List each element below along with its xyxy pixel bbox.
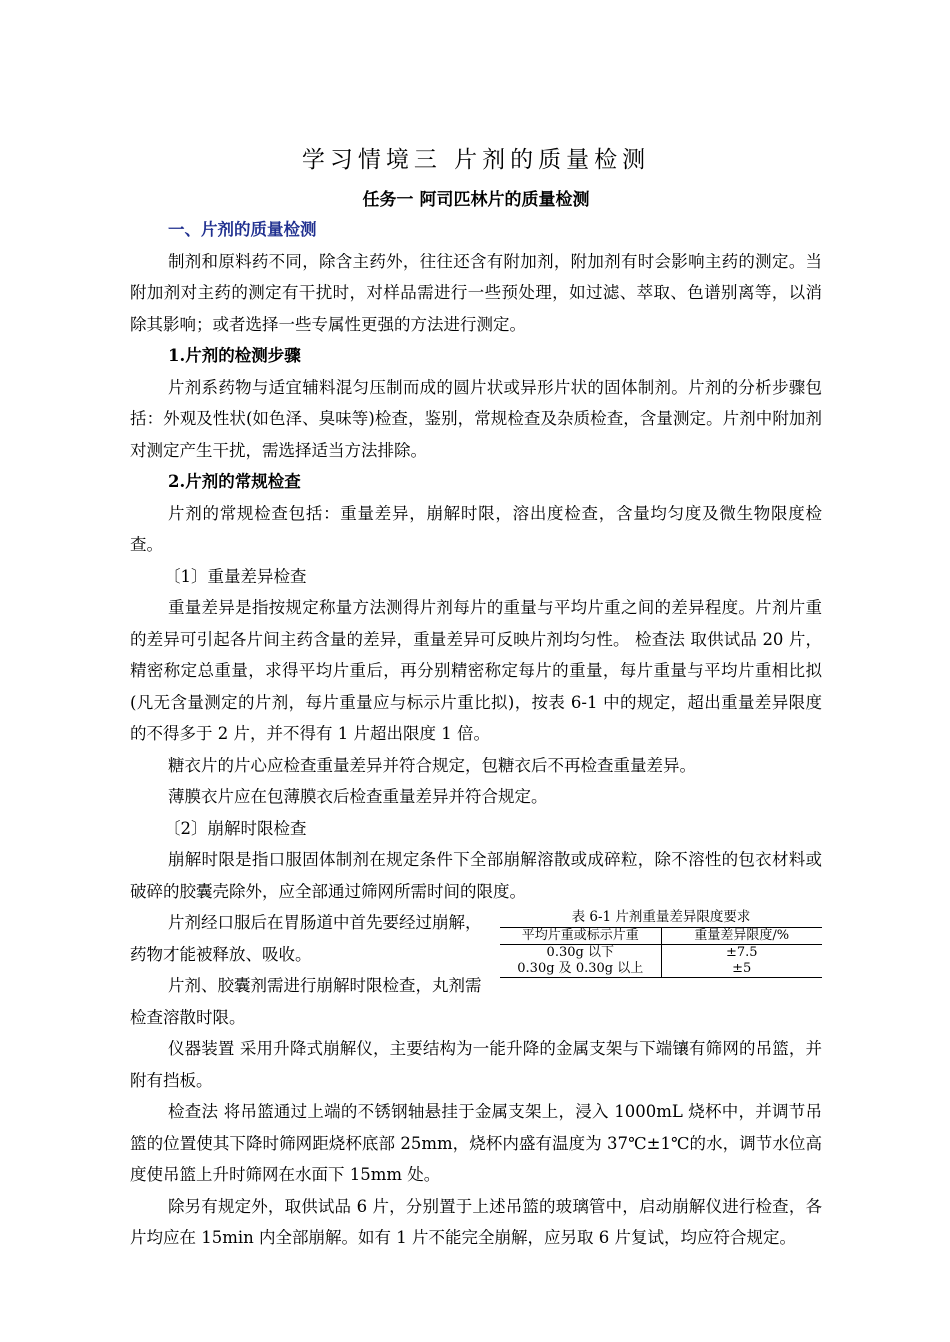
routine-paragraph: 片剂的常规检查包括：重量差异，崩解时限，溶出度检查，含量均匀度及微生物限度检查。 bbox=[130, 503, 822, 554]
document-page bbox=[130, 140, 822, 1254]
disintegration-paragraph-3: 片剂、胶囊剂需进行崩解时限检查，丸剂需检查溶散时限。 bbox=[130, 976, 482, 1027]
table-cell: 0.30g 以下 bbox=[500, 945, 661, 962]
section-paragraph: 制剂和原料药不同，除含主药外，往往还含有附加剂，附加剂有时会影响主药的测定。当附加剂对主药的测定有干扰时，对样品需进行一些预处理，如过滤、萃取、色谱别离等，以消除其影响；或者选择一些专属性更强的方法进行测定。 bbox=[130, 251, 822, 334]
steps-paragraph: 片剂系药物与适宜辅料混匀压制而成的圆片状或异形片状的固体制剂。片剂的分析步骤包括：外观及性状(如色泽、臭味等)检查，鉴别，常规检查及杂质检查，含量测定。片剂中附加剂对测定产生干扰，需选择适当方法排除。 bbox=[130, 377, 822, 460]
subheading-routine: 2.片剂的常规检查 bbox=[168, 472, 301, 491]
page-title: 学习情境三 片剂的质量检测 bbox=[301, 147, 651, 173]
section-heading-quality: 一、片剂的质量检测 bbox=[168, 220, 317, 239]
item-heading-weight: 〔1〕重量差异检查 bbox=[164, 566, 307, 586]
method-paragraph: 检查法 将吊篮通过上端的不锈钢轴悬挂于金属支架上，浸入 1000mL 烧杯中，并调节吊篮的位置使其下降时筛网距烧杯底部 25mm，烧杯内盛有温度为 37℃±1℃的水，调节水位高度使吊篮上升时筛网在水面下 15mm 处。 bbox=[130, 1102, 822, 1184]
task-title: 任务一 阿司匹林片的质量检测 bbox=[362, 190, 590, 210]
table-cell: ±7.5 bbox=[725, 945, 758, 960]
table-header-weight: 平均片重或标示片重 bbox=[500, 928, 661, 945]
disintegration-paragraph-1: 崩解时限是指口服固体制剂在规定条件下全部崩解溶散或成碎粒，除不溶性的包衣材料或破碎的胶囊壳除外，应全部通过筛网所需时间的限度。 bbox=[130, 850, 822, 901]
retest-paragraph: 除另有规定外，取供试品 6 片，分别置于上述吊篮的玻璃管中，启动崩解仪进行检查，各片均应在 15min 内全部崩解。如有 1 片不能完全崩解，应另取 6 片复试，均应符合规定。 bbox=[130, 1196, 822, 1247]
disintegration-paragraph-2: 片剂经口服后在胃肠道中首先要经过崩解，药物才能被释放、吸收。 bbox=[130, 913, 482, 964]
apparatus-paragraph: 仪器装置 采用升降式崩解仪，主要结构为一能升降的金属支架与下端镶有筛网的吊篮，并附有挡板。 bbox=[130, 1039, 822, 1090]
weight-limit-table bbox=[500, 927, 822, 978]
table-cell: 0.30g 及 0.30g 以上 bbox=[500, 961, 661, 978]
table-cell: ±5 bbox=[661, 961, 822, 978]
table-header-limit: 重量差异限度/% bbox=[661, 928, 822, 945]
subheading-steps: 1.片剂的检测步骤 bbox=[168, 346, 301, 365]
weight-paragraph-1: 重量差异是指按规定称量方法测得片剂每片的重量与平均片重之间的差异程度。片剂片重的差异可引起各片间主药含量的差异，重量差异可反映片剂均匀性。 检查法 取供试品 20 片，精密称定总重量，求得平均片重后，再分别精密称定每片的重量，每片重量与平均片重相比拟 (凡无含量测定的片剂，每片重量应与标示片重比拟)，按表 6-1 中的规定，超出重量差异限度的不得多于 2 片，并不得有 1 片超出限度 1 倍。 bbox=[130, 598, 822, 743]
weight-paragraph-3: 薄膜衣片应在包薄膜衣后检查重量差异并符合规定。 bbox=[168, 787, 548, 806]
table-row bbox=[500, 945, 822, 962]
table-caption: 表 6-1 片剂重量差异限度要求 bbox=[571, 909, 751, 925]
table-row bbox=[500, 961, 822, 978]
table-wrap bbox=[130, 907, 822, 1033]
weight-paragraph-2: 糖衣片的片心应检查重量差异并符合规定，包糖衣后不再检查重量差异。 bbox=[168, 755, 696, 775]
item-heading-disintegration: 〔2〕崩解时限检查 bbox=[164, 818, 307, 838]
weight-limit-table-block bbox=[500, 907, 822, 978]
